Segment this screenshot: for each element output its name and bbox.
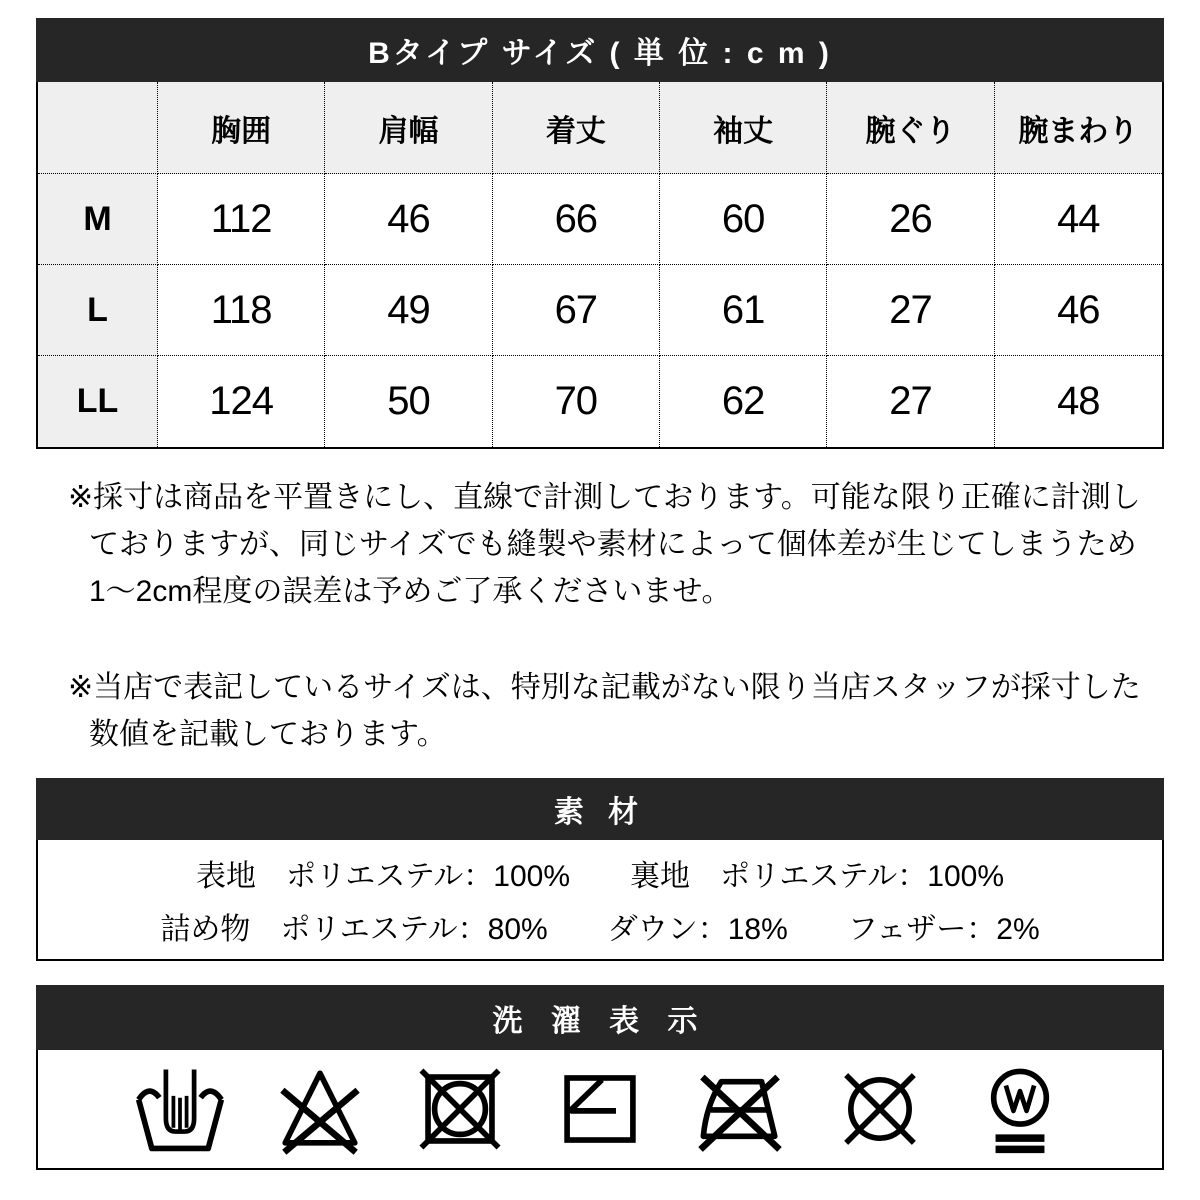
size-cell: 27 bbox=[827, 265, 994, 356]
size-table-section bbox=[36, 18, 1164, 449]
note-line: 数値を記載しております。 bbox=[89, 718, 447, 751]
care-title-bar bbox=[36, 985, 1164, 1050]
col-header-armhole: 腕ぐり bbox=[827, 82, 994, 174]
care-title: 洗 濯 表 示 bbox=[492, 1004, 708, 1038]
note-line: 1〜2cm程度の誤差は予めご了承くださいませ。 bbox=[89, 575, 732, 608]
staff-measurement-note bbox=[68, 664, 1141, 758]
size-cell: 66 bbox=[493, 174, 660, 265]
row-label-m: M bbox=[38, 174, 158, 265]
material-line: 詰め物 ポリエステル：80% ダウン：18% フェザー：2% bbox=[160, 913, 1040, 946]
care-icons-row bbox=[36, 1050, 1164, 1170]
size-cell: 46 bbox=[995, 265, 1162, 356]
measurement-note bbox=[68, 474, 1141, 615]
size-cell: 62 bbox=[660, 356, 827, 447]
row-label-ll: LL bbox=[38, 356, 158, 447]
size-table-title-bar bbox=[36, 18, 1164, 82]
size-cell: 112 bbox=[158, 174, 325, 265]
size-cell: 70 bbox=[493, 356, 660, 447]
do-not-dry-clean-icon bbox=[833, 1061, 927, 1157]
size-cell: 26 bbox=[827, 174, 994, 265]
care-section bbox=[36, 985, 1164, 1170]
size-cell: 67 bbox=[493, 265, 660, 356]
size-cell: 118 bbox=[158, 265, 325, 356]
size-table bbox=[36, 82, 1164, 449]
col-header-empty bbox=[38, 82, 158, 174]
material-section bbox=[36, 778, 1164, 961]
size-cell: 46 bbox=[325, 174, 492, 265]
col-header-shoulder: 肩幅 bbox=[325, 82, 492, 174]
do-not-iron-icon bbox=[693, 1061, 787, 1157]
note-line: ※採寸は商品を平置きにし、直線で計測しております。可能な限り正確に計測し bbox=[68, 481, 1141, 514]
col-header-arm-circumference: 腕まわり bbox=[995, 82, 1162, 174]
do-not-tumble-dry-icon bbox=[413, 1061, 507, 1157]
material-line: 表地 ポリエステル：100% 裏地 ポリエステル：100% bbox=[195, 860, 1005, 893]
do-not-bleach-icon bbox=[273, 1061, 367, 1157]
note-line: ※当店で表記しているサイズは、特別な記載がない限り当店スタッフが採寸した bbox=[68, 671, 1141, 704]
note-line: ておりますが、同じサイズでも縫製や素材によって個体差が生じてしまうため bbox=[89, 528, 1137, 561]
row-label-l: L bbox=[38, 265, 158, 356]
size-table-title: Bタイプ サイズ ( 単 位 : c m ) bbox=[368, 37, 832, 70]
size-cell: 124 bbox=[158, 356, 325, 447]
size-cell: 49 bbox=[325, 265, 492, 356]
material-body bbox=[36, 840, 1164, 961]
size-cell: 60 bbox=[660, 174, 827, 265]
flat-dry-in-shade-icon bbox=[553, 1061, 647, 1157]
col-header-length: 着丈 bbox=[493, 82, 660, 174]
size-cell: 48 bbox=[1057, 379, 1100, 423]
hand-wash-icon bbox=[133, 1061, 227, 1157]
material-title-bar bbox=[36, 778, 1164, 840]
size-cell: 27 bbox=[827, 356, 994, 447]
size-cell: 50 bbox=[325, 356, 492, 447]
size-cell: 61 bbox=[660, 265, 827, 356]
col-header-sleeve: 袖丈 bbox=[660, 82, 827, 174]
col-header-chest: 胸囲 bbox=[158, 82, 325, 174]
size-cell: 44 bbox=[995, 174, 1162, 265]
material-title: 素 材 bbox=[553, 796, 647, 829]
gentle-wet-cleaning-icon bbox=[973, 1061, 1067, 1157]
